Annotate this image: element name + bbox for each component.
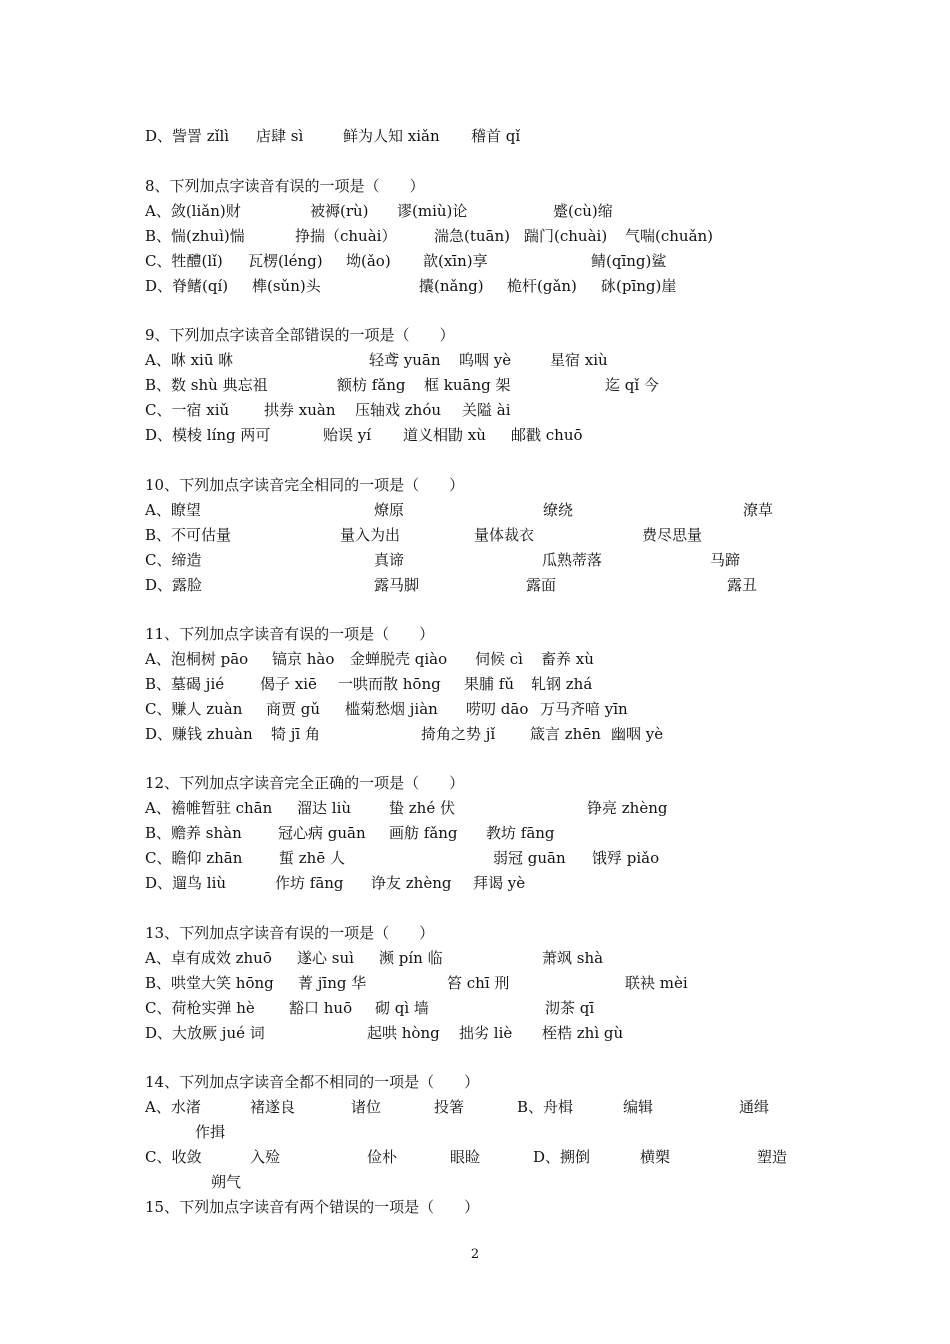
option-item: 笞 chī 刑 [447,974,510,992]
option-item: 轧钢 zhá [531,675,593,693]
option-item: 歆(xīn)享 [423,252,488,270]
option-item: 轻鸢 yuān [369,351,441,369]
option-item: 量入为出 [340,526,401,544]
option-item: 菁 jīng 华 [298,974,367,992]
option-item: 潦草 [743,501,774,519]
line-start-text: C、缔造 [145,551,202,569]
option-item: 犄 jī 角 [271,725,320,743]
line-start-text: 13、下列加点字读音有误的一项是（ ） [145,924,435,942]
line-start-text: D、訾詈 zǐlì [145,127,230,145]
option-item: 沏茶 qī [545,999,595,1017]
option-item: 桅杆(gǎn) [507,277,577,295]
line-start-text: 作揖 [195,1123,226,1141]
option-item: 畜养 xù [541,650,594,668]
line-start-text: 12、下列加点字读音完全正确的一项是（ ） [145,774,465,792]
option-item: 框 kuāng 架 [424,376,511,394]
option-item: 道义相勖 xù [403,426,486,444]
option-item: 缭绕 [543,501,574,519]
option-item: 贻误 yí [323,426,372,444]
option-item: 金蝉脱壳 qiào [350,650,448,668]
option-item: 桎梏 zhì gù [542,1024,624,1042]
option-item: 关隘 ài [462,401,511,419]
line-start-text: 15、下列加点字读音有两个错误的一项是（ ） [145,1198,480,1216]
option-item: 蜇 zhē 人 [279,849,345,867]
option-item: 瓜熟蒂落 [542,551,603,569]
option-item: 诤友 zhèng [371,874,452,892]
option-item: 榫(sǔn)头 [252,277,321,295]
option-item: 拱券 xuàn [264,401,336,419]
option-item: 燎原 [374,501,405,519]
line-start-text: A、瞭望 [145,501,201,519]
option-item: 槛菊愁烟 jiàn [345,700,438,718]
line-start-text: D、赚钱 zhuàn [145,725,253,743]
line-start-text: B、不可估量 [145,526,232,544]
option-item: 眼睑 [450,1148,481,1166]
option-item: 万马齐喑 yīn [540,700,628,718]
option-item: 掎角之势 jǐ [421,725,496,743]
line-start-text: B、数 shù 典忘祖 [145,376,268,394]
option-item: 起哄 hòng [367,1024,440,1042]
line-start-text: A、咻 xiū 咻 [145,351,234,369]
option-item: 溜达 liù [297,799,352,817]
option-item: 坳(ǎo) [346,252,391,270]
option-item: 店肆 sì [256,127,304,145]
option-item: 额枋 fǎng [337,376,406,394]
option-item: 遂心 suì [297,949,354,967]
option-item: 褚遂良 [250,1098,296,1116]
line-start-text: D、遛鸟 liù [145,874,227,892]
option-item: 露丑 [727,576,758,594]
line-start-text: B、惴(zhuì)惴 [145,227,245,245]
line-start-text: C、荷枪实弹 hè [145,999,255,1017]
option-item: 被褥(rù) [310,202,369,220]
option-item: 砌 qì 墙 [375,999,429,1017]
option-item: 横槊 [640,1148,671,1166]
line-start-text: 8、下列加点字读音有误的一项是（ ） [145,177,425,195]
option-item: 星宿 xiù [550,351,608,369]
option-item: 迄 qǐ 今 [605,376,659,394]
line-start-text: C、赚人 zuàn [145,700,243,718]
option-item: 露面 [526,576,557,594]
line-start-text: A、襜帷暂驻 chān [145,799,273,817]
option-item: 弱冠 guān [493,849,566,867]
option-item: 鲜为人知 xiǎn [343,127,440,145]
option-item: 豁口 huō [289,999,353,1017]
option-item: 砯(pīng)崖 [601,277,677,295]
option-item: 呜咽 yè [459,351,512,369]
option-item: 作坊 fāng [275,874,344,892]
option-item: 通缉 [739,1098,770,1116]
line-start-text: B、墓碣 jié [145,675,225,693]
option-item: 气喘(chuǎn) [625,227,714,245]
option-item: D、搠倒 [533,1148,591,1166]
option-item: 蹙(cù)缩 [553,202,613,220]
option-item: 唠叨 dāo [466,700,529,718]
line-start-text: A、敛(liǎn)财 [145,202,241,220]
option-item: 箴言 zhēn [530,725,601,743]
option-item: 稽首 qǐ [471,127,521,145]
option-item: 商贾 gǔ [266,700,321,718]
option-item: 塑造 [757,1148,788,1166]
line-start-text: D、模棱 líng 两可 [145,426,271,444]
option-item: 踹门(chuài) [524,227,608,245]
option-item: 挣揣（chuài） [295,227,397,245]
option-item: 压轴戏 zhóu [355,401,442,419]
option-item: 真谛 [374,551,405,569]
option-item: 入殓 [250,1148,281,1166]
option-item: 编辑 [623,1098,654,1116]
line-start-text: 9、下列加点字读音全部错误的一项是（ ） [145,326,455,344]
line-start-text: C、牲醴(lǐ) [145,252,223,270]
option-item: 果脯 fǔ [464,675,514,693]
option-item: 教坊 fāng [486,824,555,842]
option-item: 邮戳 chuō [511,426,583,444]
line-start-text: 朔气 [211,1173,242,1191]
option-item: 铮亮 zhèng [587,799,668,817]
option-item: 瓦楞(léng) [248,252,323,270]
option-item: 伺候 cì [475,650,523,668]
line-start-text: A、泡桐树 pāo [145,650,249,668]
option-item: 俭朴 [367,1148,398,1166]
option-item: 诸位 [351,1098,382,1116]
option-item: 蛰 zhé 伏 [389,799,455,817]
line-start-text: A、卓有成效 zhuō [145,949,272,967]
line-start-text: 14、下列加点字读音全都不相同的一项是（ ） [145,1073,480,1091]
option-item: 露马脚 [374,576,420,594]
option-item: 画舫 fǎng [389,824,458,842]
line-start-text: A、水渚 [145,1098,201,1116]
option-item: 拜谒 yè [473,874,526,892]
line-start-text: B、哄堂大笑 hōng [145,974,274,992]
line-start-text: 10、下列加点字读音完全相同的一项是（ ） [145,476,465,494]
option-item: 鲭(qīng)鲨 [591,252,667,270]
option-item: 冠心病 guān [278,824,366,842]
option-item: 量体裁衣 [474,526,535,544]
option-item: 联袂 mèi [625,974,688,992]
line-start-text: C、一宿 xiǔ [145,401,230,419]
option-item: 费尽思量 [642,526,703,544]
line-start-text: D、大放厥 jué 词 [145,1024,265,1042]
page-number: 2 [470,1247,480,1262]
option-item: B、舟楫 [517,1098,574,1116]
option-item: 湍急(tuān) [434,227,510,245]
option-item: 萧飒 shà [542,949,604,967]
line-start-text: B、赡养 shàn [145,824,242,842]
option-item: 濒 pín 临 [379,949,443,967]
option-item: 饿殍 piǎo [592,849,660,867]
line-start-text: 11、下列加点字读音有误的一项是（ ） [145,625,435,643]
option-item: 谬(miù)论 [397,202,468,220]
option-item: 攮(nǎng) [419,277,484,295]
option-item: 幽咽 yè [611,725,664,743]
line-start-text: C、收敛 [145,1148,202,1166]
option-item: 镐京 hào [272,650,335,668]
line-start-text: D、露脸 [145,576,203,594]
option-item: 马蹄 [710,551,741,569]
option-item: 投箸 [434,1098,465,1116]
option-item: 拙劣 liè [459,1024,513,1042]
option-item: 一哄而散 hōng [338,675,441,693]
option-item: 偈子 xiē [260,675,317,693]
line-start-text: C、瞻仰 zhān [145,849,243,867]
line-start-text: D、脊鳍(qí) [145,277,229,295]
